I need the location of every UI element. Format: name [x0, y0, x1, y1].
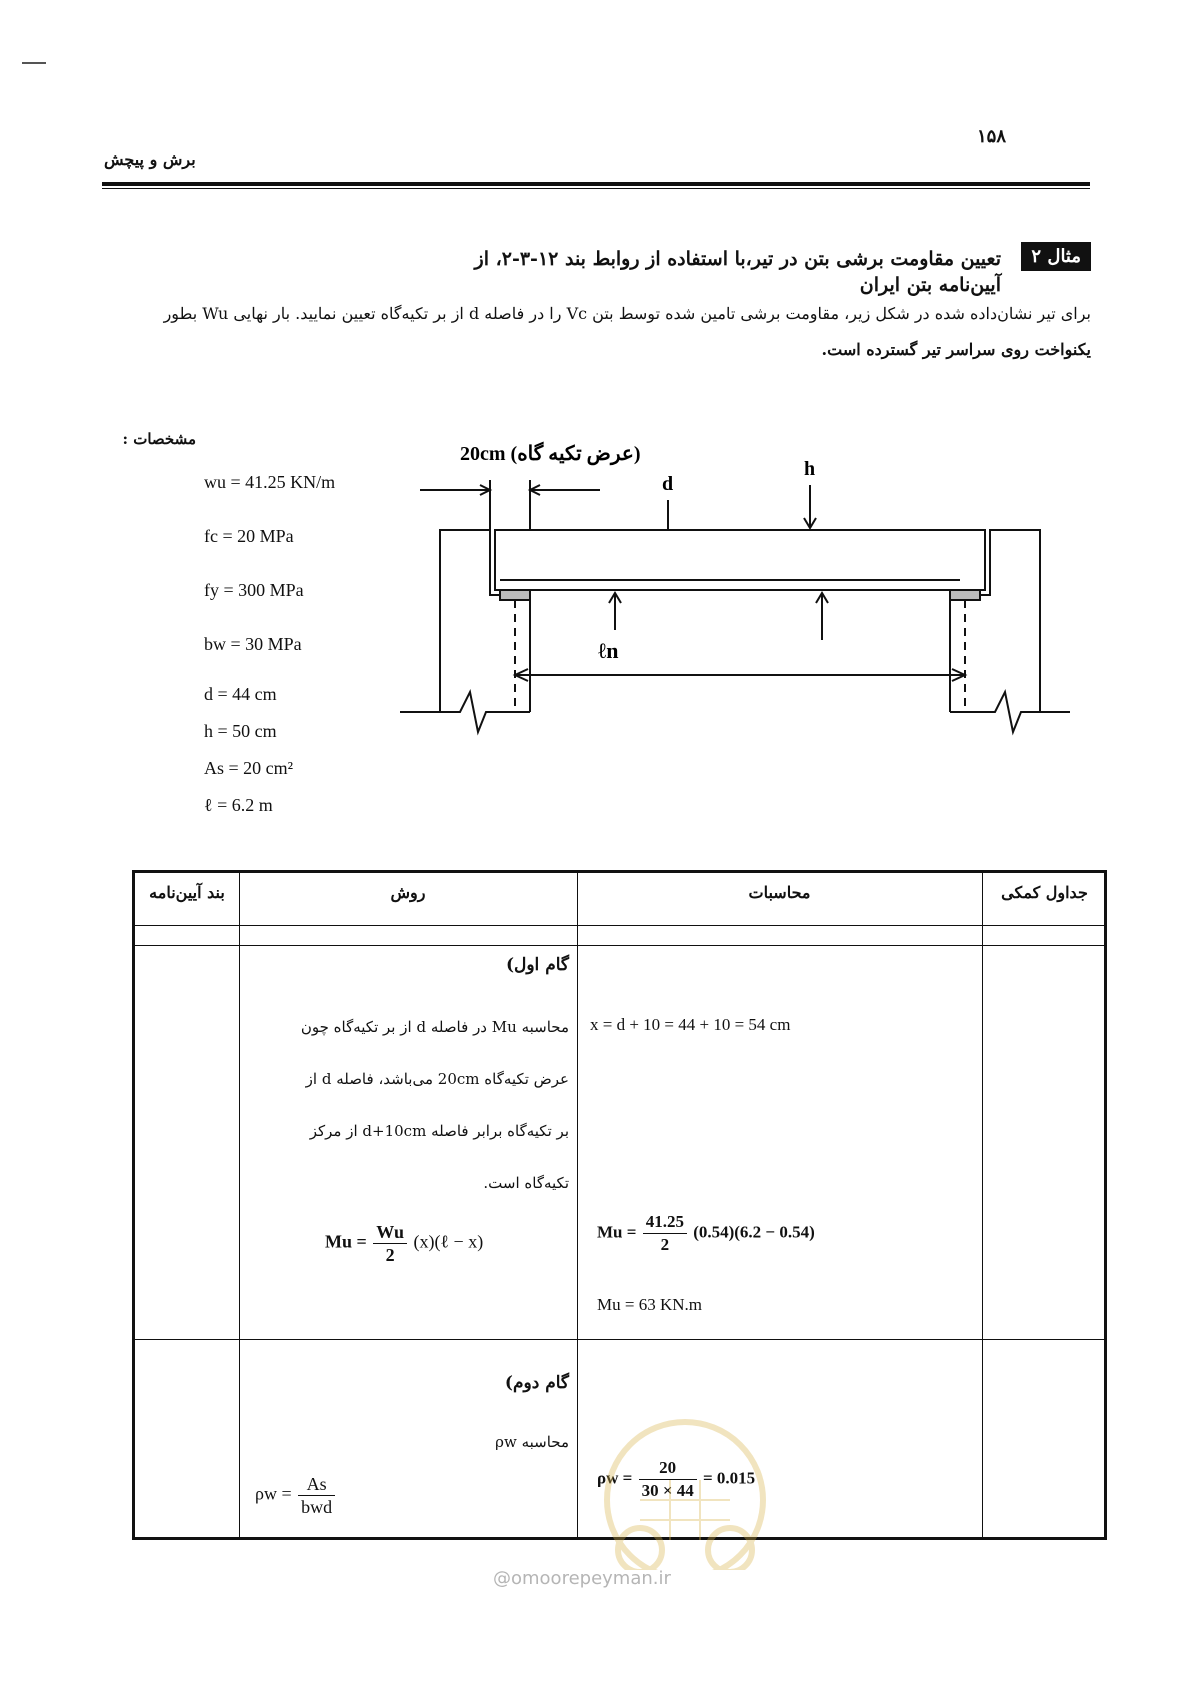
formula-fraction [373, 1221, 407, 1266]
step1-calc-mu [597, 1211, 815, 1256]
rho-formula-fraction [298, 1473, 335, 1518]
header-aux-tables: جداول کمکی [1001, 883, 1088, 902]
rho-calc-lhs: ρw = [597, 1468, 633, 1488]
step1-title: گام اول) [505, 955, 569, 975]
d-label: d [662, 473, 674, 495]
table-row-divider [135, 1339, 1104, 1340]
spec-wu: wu = 41.25 KN/m [204, 472, 336, 492]
example-badge: مثال ۲ [1021, 242, 1091, 271]
step1-calc-result: Mu = 63 KN.m [597, 1295, 702, 1314]
step2-formula [255, 1473, 337, 1518]
table-col-divider [982, 873, 983, 1537]
running-title: برش و پیچش [104, 150, 196, 169]
support-width-label: 20cm (عرض تکیه گاه) [460, 443, 641, 465]
statement-line-2: یکنواخت روی سراسر تیر گسترده است. [821, 340, 1091, 359]
beam-diagram [400, 430, 1100, 750]
header-rule [102, 182, 1090, 186]
step1-calc-x: x = d + 10 = 44 + 10 = 54 cm [590, 1015, 791, 1034]
formula-lhs: Mu = [325, 1231, 367, 1252]
spec-as: As = 20 cm² [204, 758, 294, 778]
watermark-logo [570, 1400, 800, 1570]
step1-formula [325, 1221, 483, 1266]
spec-h: h = 50 cm [204, 721, 277, 741]
calc-mu-fraction [643, 1211, 687, 1256]
table-header-divider [135, 925, 1104, 926]
spec-l: ℓ = 6.2 m [204, 795, 273, 815]
rho-calc-rest: = 0.015 [703, 1468, 756, 1488]
formula-rest: (x)(ℓ − x) [413, 1231, 484, 1252]
rho-calc-numerator: 20 [639, 1457, 697, 1480]
statement-line-1: برای تیر نشان‌داده شده در شکل زیر، مقاومت برشی تامین شده توسط بتن Vc را در فاصله d از بر تکیه‌گاه تعیین نمایید. بار نهایی Wu بطور [163, 304, 1091, 323]
ln-label: ℓn [598, 638, 619, 663]
rho-calc-denominator: 30 × 44 [641, 1481, 694, 1500]
calc-mu-lhs: Mu = [597, 1222, 637, 1242]
formula-numerator: Wu [373, 1221, 407, 1244]
header-rule-thin [102, 188, 1090, 189]
header-method: روش [390, 883, 426, 902]
example-title: تعیین مقاومت برشی بتن در تیر،با استفاده از روابط بند ۱۲-۳-۲، از آیین‌نامه بتن ایران [474, 248, 1001, 296]
specs-heading: مشخصات : [122, 430, 196, 448]
header-code-clause: بند آیین‌نامه [149, 883, 225, 902]
step2-title: گام دوم) [504, 1373, 569, 1393]
margin-mark [22, 62, 46, 64]
spec-d: d = 44 cm [204, 684, 277, 704]
spec-bw: bw = 30 MPa [204, 634, 302, 654]
page-number: ۱۵۸ [976, 126, 1006, 147]
rho-formula-denominator: bwd [301, 1497, 333, 1517]
step1-line-1: محاسبه Mu در فاصله d از بر تکیه‌گاه چون [300, 1018, 569, 1036]
step2-line-1: محاسبه ρw [495, 1433, 569, 1451]
example-title-line-2: آیین‌نامه بتن ایران [859, 274, 1001, 296]
watermark-url: @omoorepeyman.ir [493, 1568, 671, 1589]
step1-line-2: عرض تکیه‌گاه 20cm می‌باشد، فاصله d از [305, 1070, 569, 1088]
header-calculations: محاسبات [748, 883, 811, 902]
calc-mu-denominator: 2 [660, 1235, 670, 1254]
step1-line-3: بر تکیه‌گاه برابر فاصله d+10cm از مرکز [309, 1122, 569, 1140]
h-label: h [804, 458, 816, 480]
calc-mu-rest: (0.54)(6.2 − 0.54) [693, 1222, 815, 1242]
rho-formula-numerator: As [298, 1473, 335, 1496]
problem-statement [101, 296, 1091, 368]
step1-line-4: تکیه‌گاه است. [483, 1174, 569, 1192]
formula-denominator: 2 [385, 1245, 395, 1265]
step1-explanation [239, 1001, 569, 1209]
table-header-divider-2 [135, 945, 1104, 946]
rho-formula-lhs: ρw = [255, 1483, 292, 1504]
spec-fc: fc = 20 MPa [204, 526, 294, 546]
spec-fy: fy = 300 MPa [204, 580, 304, 600]
calc-mu-numerator: 41.25 [643, 1211, 687, 1234]
